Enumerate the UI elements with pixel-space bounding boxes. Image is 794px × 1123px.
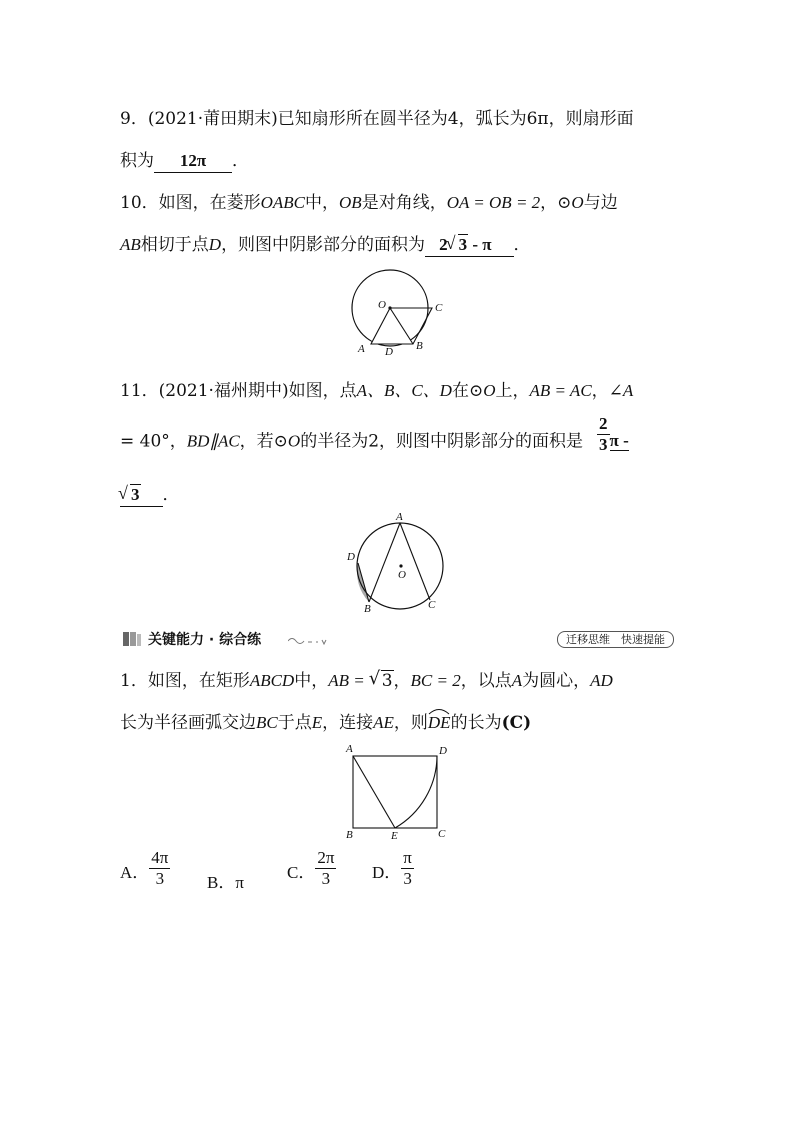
frac-num: π [403, 847, 412, 867]
q11-label-c: C [428, 599, 436, 611]
q9-text: ，则扇形面 [548, 109, 634, 129]
arc-mark-icon [428, 707, 450, 715]
frac-num: 2π [317, 847, 335, 867]
q9-line1 [120, 108, 634, 130]
q11-text: ，若⊙ [239, 431, 288, 452]
q11-end: ． [162, 485, 180, 505]
q11-source: (2021·福州期中) [158, 381, 289, 401]
q11-answer-fraction [597, 414, 610, 455]
q10-equation: OA = OB = 2 [446, 193, 541, 212]
p1-answer: (C) [501, 713, 532, 733]
q11-line2 [120, 414, 629, 455]
q9-line2 [120, 150, 249, 173]
q10-text: 如图，在菱形 [158, 193, 261, 213]
q10-d: D [208, 235, 222, 254]
q11-figure [340, 508, 450, 618]
p1-a: A [511, 671, 523, 690]
option-fraction [401, 848, 414, 889]
option-label: A． [120, 863, 150, 882]
p1-arc-label: DE [427, 713, 451, 732]
q11-circle-o: O [287, 431, 301, 451]
q11-circle-o: O [483, 381, 496, 400]
p1-text: ，以点 [460, 671, 512, 691]
q11-answer-part2 [120, 484, 163, 507]
p1-e: E [311, 713, 323, 732]
q11-angle-a: A [622, 381, 634, 400]
p1-ae: AE [373, 713, 394, 732]
wave-decoration-icon [288, 636, 328, 646]
q11-answer-radicand: 3 [131, 485, 140, 504]
q10-figure [340, 266, 460, 362]
q11-label-d: D [347, 551, 355, 563]
q10-text: ，⊙ [540, 193, 572, 213]
sqrt-sign [448, 234, 469, 256]
q10-shaded-region [371, 308, 413, 344]
q10-label-o: O [378, 299, 386, 311]
q11-answer-tail: π - [609, 431, 629, 451]
p1-label-d: D [439, 745, 447, 757]
q11-line3 [120, 484, 180, 507]
q9-end: ． [232, 151, 249, 171]
sqrt-sign [371, 670, 394, 692]
p1-label-c: C [438, 828, 446, 840]
q11-number: 11． [120, 381, 159, 401]
q11-text: 在⊙ [451, 381, 484, 401]
q11-equation: AB = AC [529, 381, 592, 400]
q11-label-b: B [364, 603, 371, 615]
p1-text: ， [393, 671, 411, 691]
frac-den: 3 [155, 868, 165, 888]
q11-text: 上， [495, 381, 530, 401]
p1-figure [342, 740, 452, 842]
q9-answer: 12π [154, 150, 232, 173]
q10-ob: OB [339, 193, 362, 212]
q9-source: (2021·莆田期末) [147, 109, 278, 129]
q11-points: A、B、C、D [356, 381, 452, 400]
q11-text: ，则图中阴影部分的面积是 [379, 431, 584, 452]
p1-text: 的长为 [450, 713, 502, 733]
q11-segment-ab [369, 523, 400, 602]
p1-ad: AD [590, 671, 613, 690]
q11-center-dot [399, 564, 402, 567]
p1-arc [395, 756, 437, 828]
option-value: π [235, 873, 244, 892]
q10-label-b: B [416, 340, 423, 352]
p1-arc-de [428, 713, 451, 732]
q11-text: = 40°， [120, 431, 187, 452]
p1-text: 于点 [277, 713, 312, 733]
q11-text: 的半径为 [300, 431, 369, 452]
q10-answer-radicand: 3 [458, 235, 468, 254]
p1-line2 [120, 712, 531, 734]
q10-answer-coef: 2 [439, 235, 448, 254]
p1-text: 长为半径画弧交边 [120, 713, 256, 733]
q10-answer [425, 234, 513, 257]
section-title: 关键能力 · 综合练 [148, 632, 262, 648]
p1-rectangle [353, 756, 437, 828]
p1-bc-label: BC [256, 713, 278, 732]
option-label: C． [287, 863, 316, 882]
section-tag: 迁移思维 快速提能 [557, 631, 674, 648]
p1-rect: ABCD [249, 671, 295, 690]
option-label: D． [372, 863, 402, 882]
q10-number: 10． [120, 193, 159, 213]
q9-arc-length: 6π [526, 109, 549, 129]
option-b [207, 868, 244, 893]
q10-text: ，则图中阴影部分的面积为 [221, 235, 426, 255]
p1-text: 为圆心， [522, 671, 591, 691]
q10-line2 [120, 234, 531, 257]
p1-text: ，则 [393, 713, 428, 733]
sqrt-sign [120, 484, 141, 506]
p1-label-a: A [346, 743, 353, 755]
option-fraction [149, 848, 170, 889]
section-header [120, 628, 674, 650]
q11-frac-num: 2 [599, 414, 608, 433]
q11-parallel: BD∥AC [186, 431, 240, 451]
q11-frac-den: 3 [599, 435, 608, 454]
q9-radius: 4 [447, 109, 459, 129]
option-fraction [315, 848, 336, 889]
option-label: B． [207, 873, 236, 892]
q9-text: ，弧长为 [458, 109, 527, 129]
q11-label-o: O [398, 569, 406, 581]
q10-end: ． [513, 235, 531, 255]
q10-label-d: D [385, 346, 393, 358]
q10-rhombus: OABC [260, 193, 306, 212]
q9-text: 已知扇形所在圆半径为 [277, 109, 448, 129]
p1-text: 如图，在矩形 [147, 671, 250, 691]
q11-answer-part1 [583, 414, 629, 455]
q9-number: 9． [120, 109, 148, 129]
option-d [372, 847, 414, 889]
q11-line1 [120, 380, 633, 402]
book-icon [122, 630, 142, 648]
q10-text: 与边 [583, 193, 618, 213]
p1-number: 1． [120, 671, 148, 691]
p1-text: ，连接 [322, 713, 374, 733]
p1-ab: AB = [328, 671, 365, 690]
p1-line1 [120, 670, 613, 692]
q10-line1 [120, 192, 618, 214]
frac-den: 3 [321, 868, 331, 888]
p1-label-b: B [346, 829, 353, 841]
q10-label-c: C [435, 302, 443, 314]
q11-text: ，∠ [591, 381, 623, 401]
q11-text: 如图，点 [288, 381, 357, 401]
frac-den: 3 [403, 868, 412, 888]
q10-answer-tail: - π [468, 235, 492, 254]
q10-text: 是对角线， [361, 193, 447, 213]
q11-radius: 2 [368, 431, 380, 452]
q11-label-a: A [396, 511, 403, 523]
p1-text: 中， [294, 671, 329, 691]
q10-circle-o: O [571, 193, 584, 212]
frac-num: 4π [151, 847, 169, 867]
q10-ab: AB [120, 235, 141, 254]
q10-label-a: A [358, 343, 365, 355]
p1-ab-radicand: 3 [381, 671, 393, 691]
p1-segment-ae [353, 756, 395, 828]
q10-text: 相切于点 [140, 235, 209, 255]
q10-center-dot [388, 306, 391, 309]
q11-segment-ac [400, 523, 430, 600]
p1-bc: BC = 2 [410, 671, 461, 690]
p1-label-e: E [391, 830, 398, 842]
q9-text: 积为 [120, 151, 154, 171]
q10-text: 中， [305, 193, 340, 213]
